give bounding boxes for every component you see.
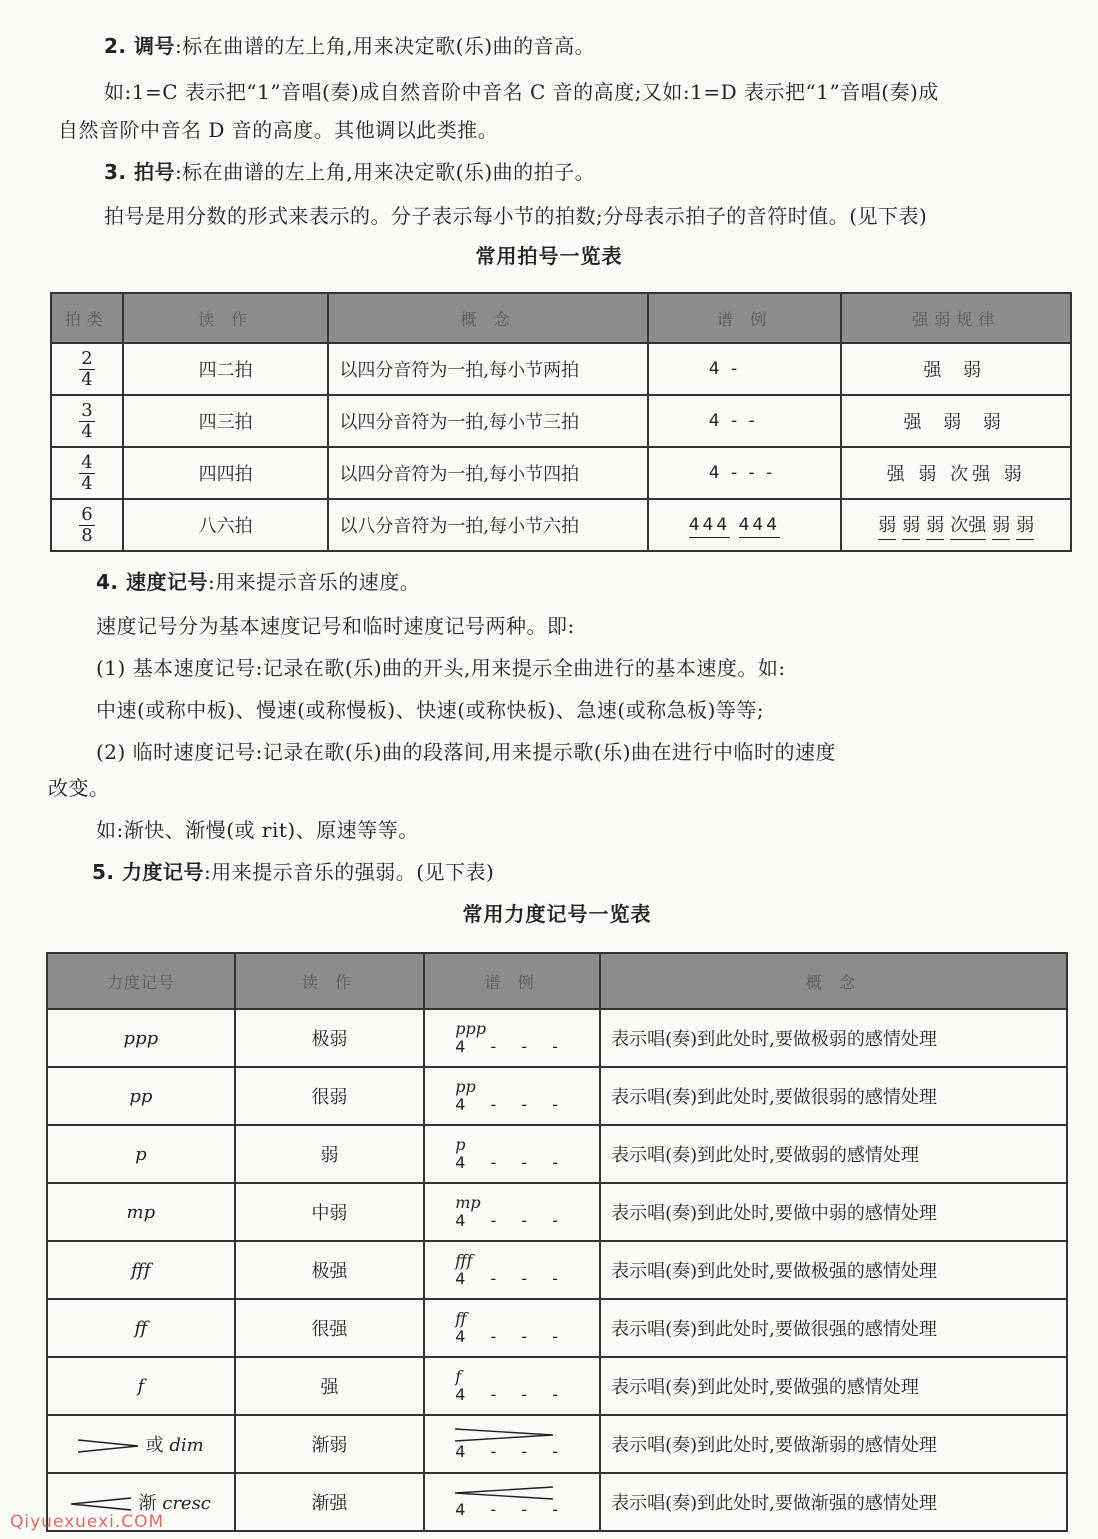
pattern-item: 弱 [878, 511, 896, 540]
fraction-denominator: 8 [81, 524, 93, 546]
dynamic-mark: f [47, 1357, 235, 1415]
paragraph-time-signature [104, 152, 1084, 192]
table-row [51, 447, 1071, 499]
example-dynamic: ppp [455, 1019, 486, 1038]
header-cell: 强弱规律 [841, 293, 1071, 343]
table-row [51, 395, 1071, 447]
read-cell: 四二拍 [123, 343, 329, 395]
fraction-denominator: 4 [81, 420, 93, 442]
time-signature-fraction [51, 343, 123, 395]
paragraph-key-example-line1: 如:1=C 表示把“1”音唱(奏)成自然音阶中音名 C 音的高度;又如:1=D 表示把“1”音唱(奏)成 [104, 80, 939, 104]
header-cell: 谱 例 [648, 293, 842, 343]
table-row [47, 1415, 1067, 1473]
read-cell: 中弱 [235, 1183, 425, 1241]
concept-cell: 表示唱(奏)到此处时,要做强的感情处理 [600, 1357, 1067, 1415]
header-cell: 拍类 [51, 293, 123, 343]
dynamic-mark: ff [47, 1299, 235, 1357]
crescendo-hairpin-icon [71, 1497, 133, 1511]
example-dynamic: mp [455, 1193, 481, 1212]
concept-cell: 表示唱(奏)到此处时,要做极强的感情处理 [600, 1241, 1067, 1299]
example-cell [424, 1125, 600, 1183]
example-notes: 4 - - - [455, 1442, 568, 1461]
concept-cell: 以四分音符为一拍,每小节三拍 [328, 395, 647, 447]
paragraph-basic-tempo: (1) 基本速度记号:记录在歌(乐)曲的开头,用来提示全曲进行的基本速度。如: [96, 656, 786, 680]
mark-conjunction: 或 [145, 1435, 164, 1456]
example-notes: 4 - - - [455, 1500, 568, 1519]
pattern-cell: 强 弱 次强 弱 [841, 447, 1071, 499]
concept-cell: 表示唱(奏)到此处时,要做极弱的感情处理 [600, 1009, 1067, 1067]
fraction-numerator: 3 [81, 399, 93, 421]
pattern-cell [841, 499, 1071, 551]
meter-table-header-row [51, 293, 1071, 343]
table-row [47, 1357, 1067, 1415]
example-cell: 4 - [648, 343, 842, 395]
paragraph-text: :用来提示音乐的强弱。(见下表) [203, 860, 495, 884]
heading-tempo: 4. 速度记号 [96, 570, 208, 594]
mark-word: cresc [162, 1493, 211, 1514]
table-row [51, 499, 1071, 551]
concept-cell: 表示唱(奏)到此处时,要做很强的感情处理 [600, 1299, 1067, 1357]
heading-time-signature: 3. 拍号 [104, 160, 175, 184]
pattern-item: 弱 [926, 511, 944, 540]
crescendo-hairpin-icon [455, 1485, 555, 1501]
time-signature-fraction [51, 499, 123, 551]
mark-word: dim [169, 1435, 204, 1456]
paragraph-basic-tempo-examples: 中速(或称中板)、慢速(或称慢板)、快速(或称快板)、急速(或称急板)等等; [96, 698, 765, 722]
heading-dynamics: 5. 力度记号 [92, 860, 204, 884]
example-cell [424, 1473, 600, 1531]
header-cell: 谱 例 [424, 953, 600, 1009]
paragraph-tempo-types: 速度记号分为基本速度记号和临时速度记号两种。即: [96, 614, 575, 638]
example-dynamic: f [455, 1367, 462, 1386]
diminuendo-hairpin-icon [78, 1439, 140, 1453]
dynamics-table [46, 952, 1068, 1532]
paragraph-text: :标在曲谱的左上角,用来决定歌(乐)曲的拍子。 [174, 160, 596, 184]
table-row [47, 1299, 1067, 1357]
header-cell: 读 作 [123, 293, 329, 343]
fraction-numerator: 4 [81, 451, 93, 473]
table-row [47, 1067, 1067, 1125]
concept-cell: 表示唱(奏)到此处时,要做中弱的感情处理 [600, 1183, 1067, 1241]
concept-cell: 表示唱(奏)到此处时,要做渐弱的感情处理 [600, 1415, 1067, 1473]
dynamic-mark [47, 1415, 235, 1473]
paragraph-key-signature [104, 26, 1084, 66]
table-row [47, 1009, 1067, 1067]
mark-conjunction: 渐 [138, 1493, 157, 1514]
fraction-denominator: 4 [81, 368, 93, 390]
fraction-numerator: 6 [81, 503, 93, 525]
header-cell: 概 念 [328, 293, 647, 343]
read-cell: 四四拍 [123, 447, 329, 499]
example-notes: 4 - - - [455, 1269, 568, 1288]
table-row [47, 1125, 1067, 1183]
pattern-item: 弱 [1016, 511, 1034, 540]
example-dynamic: p [455, 1135, 466, 1154]
dynamic-mark: pp [47, 1067, 235, 1125]
example-cell [424, 1183, 600, 1241]
example-notes: 4 - - - [455, 1327, 568, 1346]
read-cell: 渐弱 [235, 1415, 425, 1473]
pattern-cell: 强 弱 弱 [841, 395, 1071, 447]
paragraph-temporary-tempo-examples: 如:渐快、渐慢(或 rit)、原速等等。 [96, 818, 419, 842]
diminuendo-hairpin-icon [455, 1427, 555, 1443]
site-watermark: Qiyuexuexi.COM [10, 1512, 165, 1532]
dynamics-table-header-row [47, 953, 1067, 1009]
meter-table [50, 292, 1072, 552]
read-cell: 极弱 [235, 1009, 425, 1067]
read-cell: 弱 [235, 1125, 425, 1183]
example-notes: 4 - - - [455, 1211, 568, 1230]
table-row [47, 1473, 1067, 1531]
example-group: 444 [739, 515, 780, 538]
concept-cell: 以四分音符为一拍,每小节四拍 [328, 447, 647, 499]
dynamic-mark: p [47, 1125, 235, 1183]
dynamics-table-title: 常用力度记号一览表 [462, 902, 652, 926]
example-notes: 4 - - - [455, 1037, 568, 1056]
concept-cell: 表示唱(奏)到此处时,要做很弱的感情处理 [600, 1067, 1067, 1125]
dynamic-mark: ppp [47, 1009, 235, 1067]
read-cell: 八六拍 [123, 499, 329, 551]
header-cell: 概 念 [600, 953, 1067, 1009]
paragraph-text: :标在曲谱的左上角,用来决定歌(乐)曲的音高。 [174, 34, 596, 58]
dynamic-mark: mp [47, 1183, 235, 1241]
example-group: 444 [689, 515, 730, 538]
concept-cell: 以四分音符为一拍,每小节两拍 [328, 343, 647, 395]
header-cell: 读 作 [235, 953, 425, 1009]
heading-key-signature: 2. 调号 [104, 34, 175, 58]
example-dynamic: fff [455, 1251, 473, 1270]
read-cell: 四三拍 [123, 395, 329, 447]
fraction-numerator: 2 [81, 347, 93, 369]
pattern-item: 弱 [902, 511, 920, 540]
example-cell: 4 - - [648, 395, 842, 447]
example-cell [424, 1009, 600, 1067]
table-row [51, 343, 1071, 395]
example-cell: 4 - - - [648, 447, 842, 499]
example-cell [648, 499, 842, 551]
table-row [47, 1241, 1067, 1299]
fraction-denominator: 4 [81, 472, 93, 494]
example-notes: 4 - - - [455, 1153, 568, 1172]
pattern-cell: 强 弱 [841, 343, 1071, 395]
read-cell: 强 [235, 1357, 425, 1415]
meter-table-title: 常用拍号一览表 [475, 244, 623, 268]
read-cell: 很弱 [235, 1067, 425, 1125]
table-row [47, 1183, 1067, 1241]
example-cell [424, 1241, 600, 1299]
time-signature-fraction [51, 447, 123, 499]
paragraph-tempo [96, 562, 1076, 602]
example-cell [424, 1067, 600, 1125]
time-signature-fraction [51, 395, 123, 447]
read-cell: 渐强 [235, 1473, 425, 1531]
paragraph-dynamics [92, 852, 1072, 892]
dynamic-mark: fff [47, 1241, 235, 1299]
paragraph-time-signature-desc: 拍号是用分数的形式来表示的。分子表示每小节的拍数;分母表示拍子的音符时值。(见下表) [104, 204, 928, 228]
example-cell [424, 1357, 600, 1415]
example-dynamic: pp [455, 1077, 476, 1096]
pattern-item: 次强 [950, 511, 986, 540]
read-cell: 很强 [235, 1299, 425, 1357]
paragraph-key-example-line2: 自然音阶中音名 D 音的高度。其他调以此类推。 [58, 118, 499, 142]
concept-cell: 表示唱(奏)到此处时,要做渐强的感情处理 [600, 1473, 1067, 1531]
example-cell [424, 1299, 600, 1357]
pattern-item: 弱 [992, 511, 1010, 540]
paragraph-temporary-tempo-line1: (2) 临时速度记号:记录在歌(乐)曲的段落间,用来提示歌(乐)曲在进行中临时的速度 [96, 740, 836, 764]
concept-cell: 表示唱(奏)到此处时,要做弱的感情处理 [600, 1125, 1067, 1183]
paragraph-temporary-tempo-line2: 改变。 [48, 776, 110, 800]
concept-cell: 以八分音符为一拍,每小节六拍 [328, 499, 647, 551]
example-cell [424, 1415, 600, 1473]
example-notes: 4 - - - [455, 1385, 568, 1404]
paragraph-text: :用来提示音乐的速度。 [207, 570, 421, 594]
example-dynamic: ff [455, 1309, 467, 1328]
read-cell: 极强 [235, 1241, 425, 1299]
example-notes: 4 - - - [455, 1095, 568, 1114]
header-cell: 力度记号 [47, 953, 235, 1009]
